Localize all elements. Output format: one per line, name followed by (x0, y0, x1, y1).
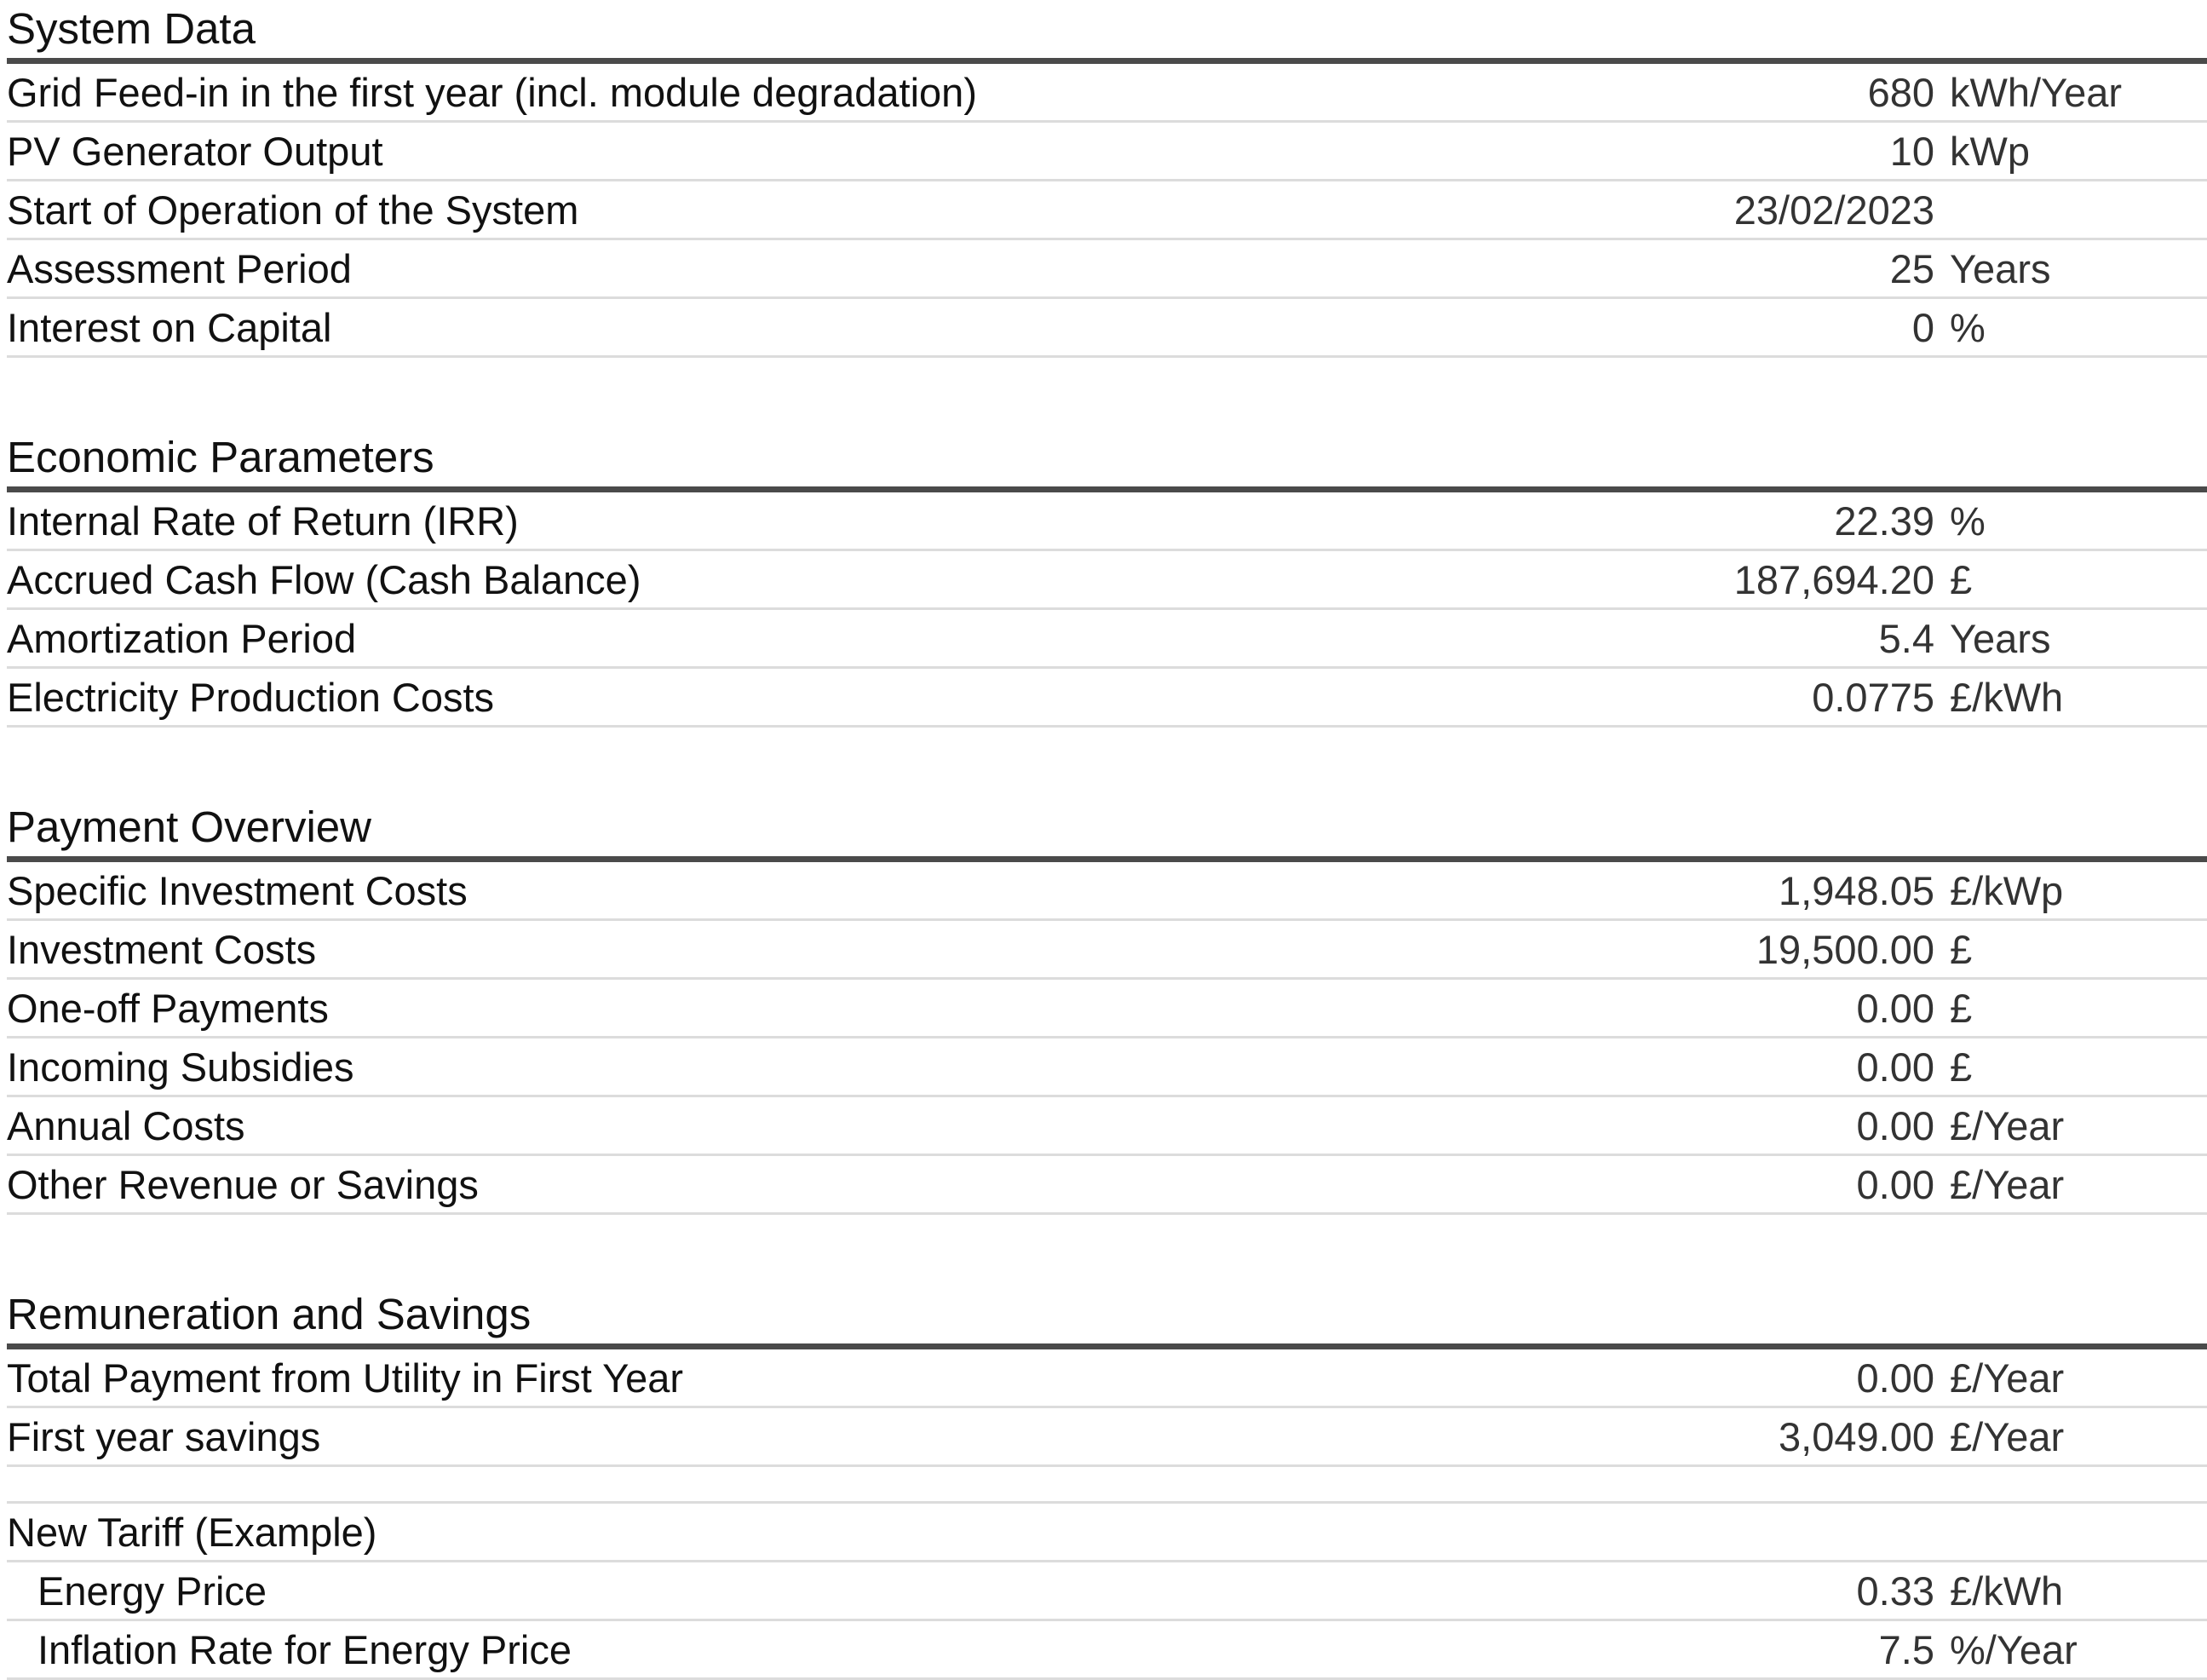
table-row (7, 921, 2207, 980)
spacer (7, 1467, 2207, 1504)
row-value: 0.00 (1856, 1103, 1934, 1148)
table-row (7, 610, 2207, 669)
row-label: Annual Costs (7, 1103, 245, 1148)
row-label: Grid Feed-in in the first year (incl. module degradation) (7, 70, 977, 115)
row-unit: £/kWh (1950, 1568, 2064, 1614)
row-value: 1,948.05 (1779, 868, 1934, 913)
row-label: Amortization Period (7, 616, 357, 661)
table-row (7, 1621, 2207, 1680)
row-value: 0.0775 (1812, 675, 1934, 720)
table-row (7, 1349, 2207, 1408)
row-unit: £ (1950, 1044, 1973, 1090)
row-label: Energy Price (37, 1568, 267, 1614)
row-value: 680 (1867, 70, 1934, 115)
section-remuneration-savings (7, 1286, 2207, 1467)
row-unit: £/Year (1950, 1414, 2065, 1459)
row-value: 22.39 (1834, 498, 1934, 544)
row-unit: % (1950, 305, 1986, 350)
row-unit: £/Year (1950, 1103, 2065, 1148)
row-unit: kWh/Year (1950, 70, 2123, 115)
row-label: Inflation Rate for Energy Price (37, 1627, 572, 1672)
row-label: Incoming Subsidies (7, 1044, 354, 1090)
row-label: Interest on Capital (7, 305, 332, 350)
row-label: PV Generator Output (7, 129, 383, 174)
row-value: 0.00 (1856, 1355, 1934, 1401)
row-value: 187,694.20 (1733, 557, 1934, 602)
table-row (7, 669, 2207, 728)
row-label: Investment Costs (7, 927, 317, 972)
tariff-header-row (7, 1504, 2207, 1562)
row-unit: £/kWh (1950, 675, 2064, 720)
table-row (7, 551, 2207, 610)
spacer (7, 358, 2207, 429)
row-value: 5.4 (1878, 616, 1934, 661)
row-label: Internal Rate of Return (IRR) (7, 498, 519, 544)
row-label: Specific Investment Costs (7, 868, 468, 913)
row-label: First year savings (7, 1414, 321, 1459)
row-unit: kWp (1950, 129, 2030, 174)
report (7, 0, 2207, 1680)
table-row (7, 181, 2207, 240)
row-value: 7.5 (1878, 1627, 1934, 1672)
section-new-tariff (7, 1504, 2207, 1680)
row-value: 0.00 (1856, 1044, 1934, 1090)
row-unit: £/kWp (1950, 868, 2064, 913)
row-label: Electricity Production Costs (7, 675, 495, 720)
row-value: 0.33 (1856, 1568, 1934, 1614)
row-label: Assessment Period (7, 246, 352, 291)
section-system-data (7, 0, 2207, 358)
section-title: Remuneration and Savings (7, 1286, 2207, 1349)
section-title: System Data (7, 0, 2207, 64)
table-row (7, 240, 2207, 299)
table-row (7, 123, 2207, 181)
table-row (7, 1408, 2207, 1467)
row-unit: Years (1950, 246, 2051, 291)
row-value: 3,049.00 (1779, 1414, 1934, 1459)
row-value: 25 (1889, 246, 1934, 291)
row-unit: Years (1950, 616, 2051, 661)
row-unit: £/Year (1950, 1162, 2065, 1207)
section-payment-overview (7, 798, 2207, 1215)
table-row (7, 1097, 2207, 1156)
table-row (7, 1562, 2207, 1621)
row-label: Start of Operation of the System (7, 187, 579, 233)
spacer (7, 728, 2207, 798)
table-row (7, 1156, 2207, 1215)
section-title: Payment Overview (7, 798, 2207, 862)
spacer (7, 1215, 2207, 1286)
row-label: Other Revenue or Savings (7, 1162, 479, 1207)
tariff-title: New Tariff (Example) (7, 1510, 377, 1555)
table-row (7, 862, 2207, 921)
table-row (7, 64, 2207, 123)
row-value: 0.00 (1856, 1162, 1934, 1207)
table-row (7, 299, 2207, 358)
row-value: 19,500.00 (1756, 927, 1934, 972)
row-label: Accrued Cash Flow (Cash Balance) (7, 557, 641, 602)
row-unit: %/Year (1950, 1627, 2078, 1672)
row-value: 10 (1889, 129, 1934, 174)
row-value: 23/02/2023 (1733, 187, 1934, 233)
row-unit: % (1950, 498, 1986, 544)
section-title: Economic Parameters (7, 429, 2207, 492)
table-row (7, 492, 2207, 551)
row-label: One-off Payments (7, 986, 329, 1031)
row-value: 0.00 (1856, 986, 1934, 1031)
row-value: 0 (1911, 305, 1934, 350)
table-row (7, 1038, 2207, 1097)
row-unit: £ (1950, 986, 1973, 1031)
row-unit: £ (1950, 927, 1973, 972)
row-label: Total Payment from Utility in First Year (7, 1355, 684, 1401)
table-row (7, 980, 2207, 1038)
row-unit: £ (1950, 557, 1973, 602)
row-unit: £/Year (1950, 1355, 2065, 1401)
section-economic-parameters (7, 429, 2207, 728)
